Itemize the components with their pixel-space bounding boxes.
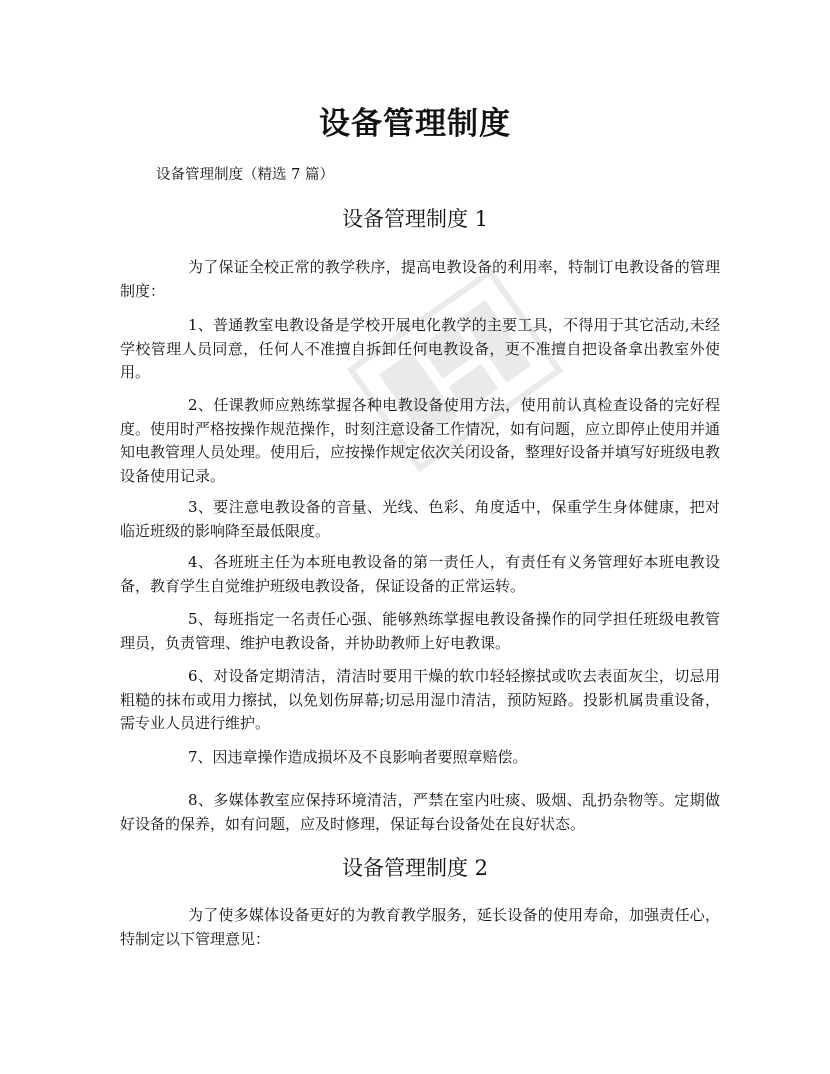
- section-heading-2: 设备管理制度 2: [341, 856, 489, 880]
- section-1-paragraph-intro: 为了保证全校正常的教学秩序，提高电教设备的利用率，特制订电教设备的管理制度：: [120, 258, 720, 300]
- section-heading-1: 设备管理制度 1: [341, 207, 489, 231]
- section-2-paragraph-intro: 为了使多媒体设备更好的为教育教学服务，延长设备的使用寿命，加强责任心，特制定以下管理意见：: [120, 906, 720, 948]
- section-1-paragraph-1: 1、普通教室电教设备是学校开展电化教学的主要工具，不得用于其它活动,未经学校管理人员同意，任何人不准擅自拆卸任何电教设备，更不准擅自把设备拿出教室外使用。: [120, 316, 720, 381]
- document-subtitle: 设备管理制度（精选 7 篇）: [156, 167, 334, 183]
- section-1-paragraph-8: 8、多媒体教室应保持环境清洁，严禁在室内吐痰、吸烟、乱扔杂物等。定期做好设备的保养，如有问题，应及时修理，保证每台设备处在良好状态。: [120, 791, 720, 833]
- document-title: 设备管理制度: [319, 106, 511, 142]
- section-1-paragraph-2: 2、任课教师应熟练掌握各种电教设备使用方法，使用前认真检查设备的完好程度。使用时严格按操作规范操作，时刻注意设备工作情况，如有问题，应立即停止使用并通知电教管理人员处理。使用后，应按操作规定依次关闭设备，整理好设备并填写好班级电教设备使用记录。: [120, 396, 721, 485]
- section-1-paragraph-4: 4、各班班主任为本班电教设备的第一责任人，有责任有义务管理好本班电教设备，教育学生自觉维护班级电教设备，保证设备的正常运转。: [120, 553, 720, 595]
- section-1-paragraph-3: 3、要注意电教设备的音量、光线、色彩、角度适中，保重学生身体健康，把对临近班级的影响降至最低限度。: [120, 498, 720, 540]
- section-1-paragraph-6: 6、对设备定期清洁，清洁时要用干燥的软巾轻轻擦拭或吹去表面灰尘，切忌用粗糙的抹布或用力擦拭，以免划伤屏幕;切忌用湿巾清洁，预防短路。投影机属贵重设备，需专业人员进行维护。: [120, 667, 720, 732]
- section-1-paragraph-7: 7、因违章操作造成损坏及不良影响者要照章赔偿。: [188, 748, 528, 766]
- section-1-paragraph-5: 5、每班指定一名责任心强、能够熟练掌握电教设备操作的同学担任班级电教管理员，负责管理、维护电教设备，并协助教师上好电教课。: [120, 610, 720, 652]
